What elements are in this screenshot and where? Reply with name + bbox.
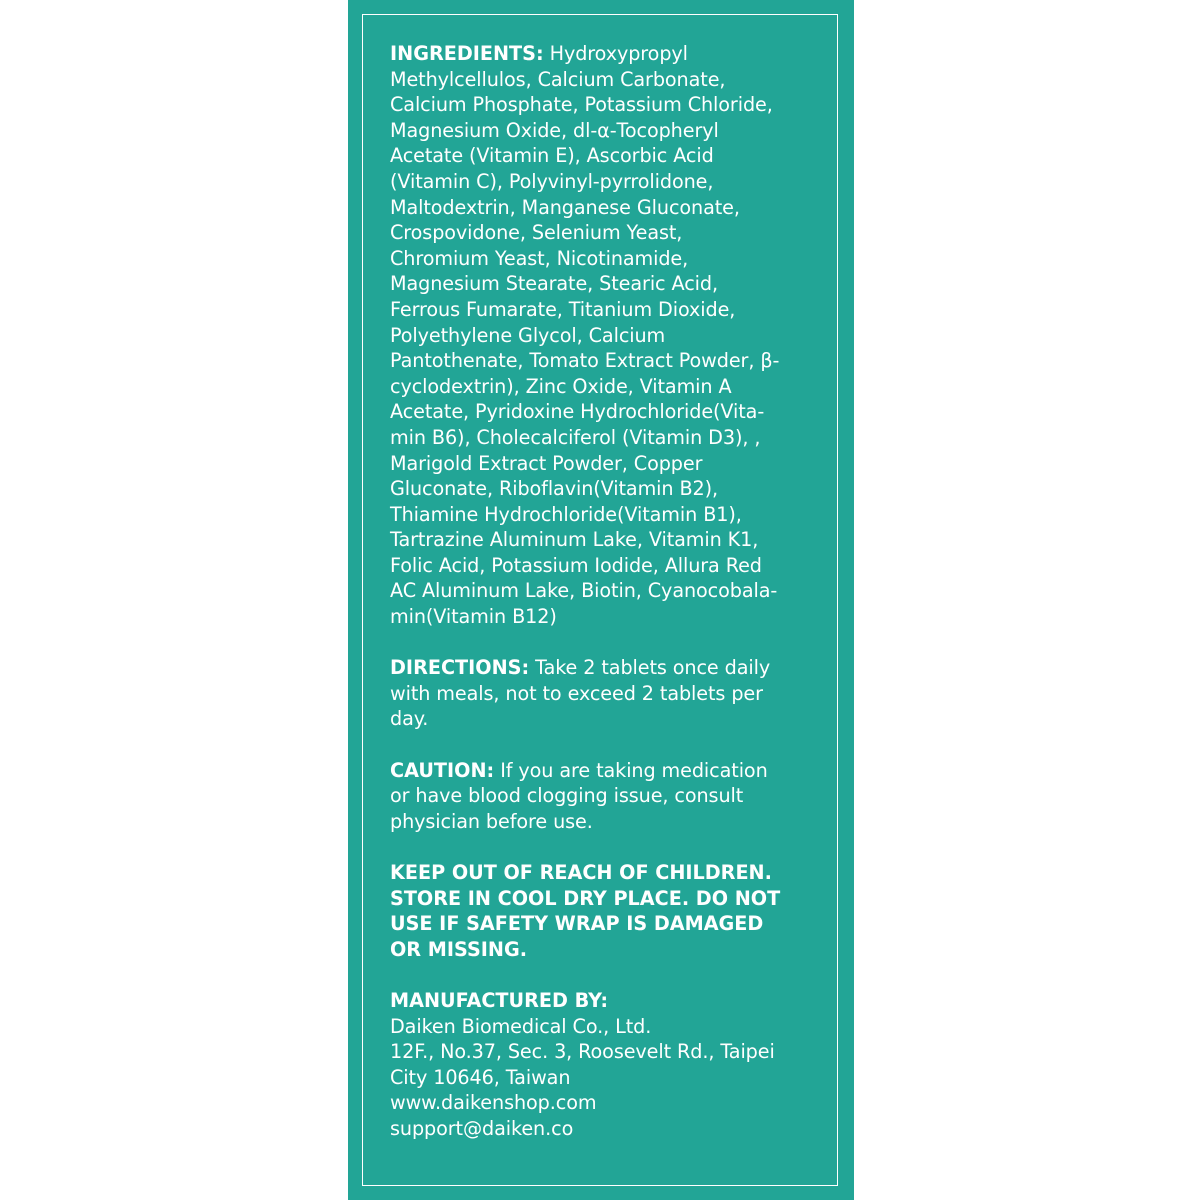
ingredients-section: [390, 41, 838, 630]
manufacturer-section: [390, 988, 838, 1142]
caution-section: [390, 758, 838, 835]
label-text: [390, 41, 838, 1142]
ingredients-text: Hydroxypropyl Methylcellulos, Calcium Carbonate, Calcium Phosphate, Potassium Chloride, Magnesium Oxide, dl-α-Tocopheryl Acetate (Vitamin E), Ascorbic Acid (Vitamin C), Polyvinyl-pyrrolidone, Maltodextrin, Manganese Gluconate, Crospovidone, Selenium Yeast, Chromium Yeast, Nicotinamide, Magnesium Stearate, Stearic Acid, Ferrous Fumarate, Titanium Dioxide, Polyethylene Glycol, Calcium Pantothenate, Tomato Extract Powder, β- cyclodextrin), Zinc Oxide, Vitamin A Acetate, Pyridoxine Hydrochloride(Vita- min B6), Cholecalciferol (Vitamin D3), , Marigold Extract Powder, Copper Gluconate, Riboflavin(Vitamin B2), Thiamine Hydrochloride(Vitamin B1), Tartrazine Aluminum Lake, Vitamin K1, Folic Acid, Potassium Iodide, Allura Red AC Aluminum Lake, Biotin, Cyanocobala- min(Vitamin B12): [390, 42, 780, 629]
ingredients-heading: INGREDIENTS:: [390, 42, 544, 65]
directions-heading: DIRECTIONS:: [390, 656, 530, 680]
caution-heading: CAUTION:: [390, 758, 495, 782]
caution-text: If you are taking medication or have blood clogging issue, consult physician before use.: [390, 758, 768, 833]
manufacturer-details: Daiken Biomedical Co., Ltd. 12F., No.37, Sec. 3, Roosevelt Rd., Taipei City 10646, Taiwan www.daikenshop.com support@daiken.co: [390, 1014, 775, 1140]
manufacturer-heading: MANUFACTURED BY:: [390, 988, 609, 1012]
directions-section: [390, 655, 838, 732]
storage-warning: [390, 860, 838, 962]
directions-text: Take 2 tablets once daily with meals, not to exceed 2 tablets per day.: [390, 656, 771, 731]
storage-warning-text: KEEP OUT OF REACH OF CHILDREN. STORE IN COOL DRY PLACE. DO NOT USE IF SAFETY WRAP IS DAMAGED OR MISSING.: [390, 861, 781, 961]
